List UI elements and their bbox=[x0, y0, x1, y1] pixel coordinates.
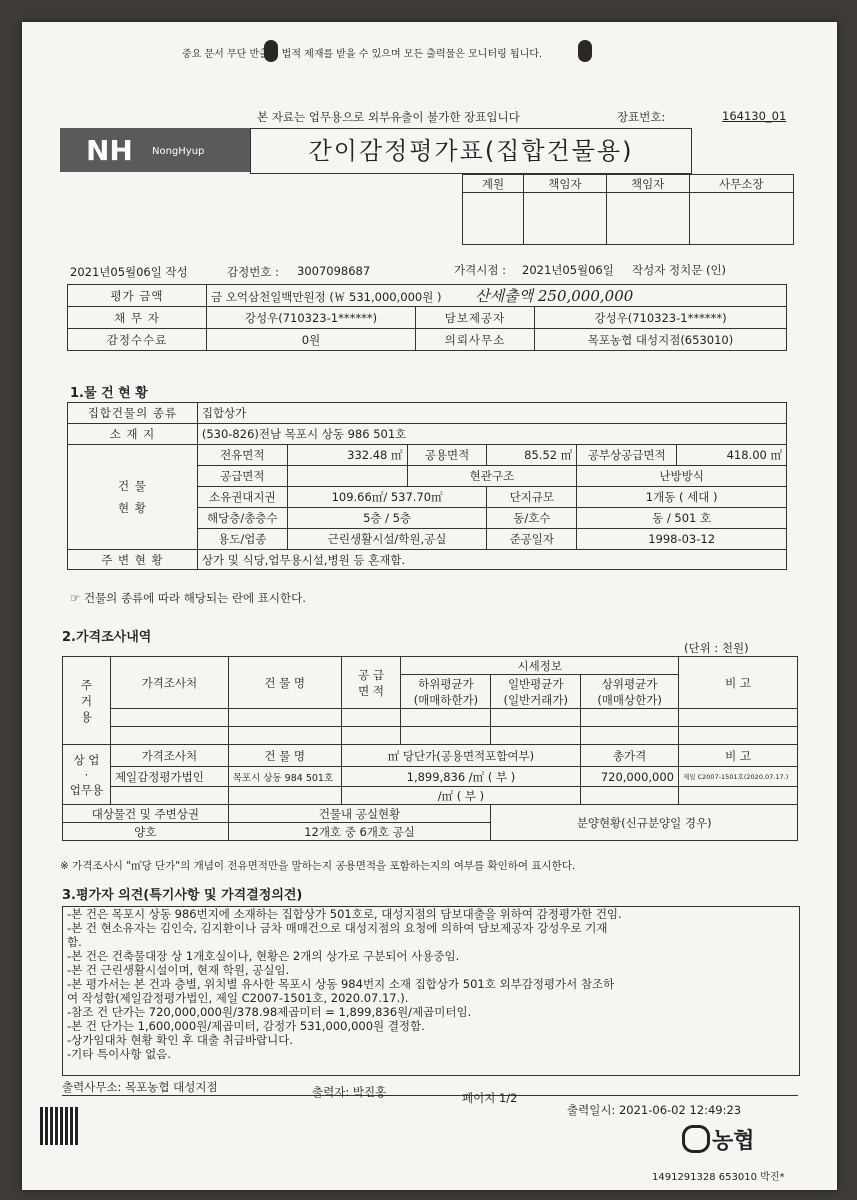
approval-col: 책임자 bbox=[524, 175, 607, 193]
amount-value bbox=[207, 285, 787, 307]
opinion-line: 함. bbox=[67, 935, 82, 949]
low-avg: 하위평균가 bbox=[418, 676, 474, 691]
completion-label: 준공일자 bbox=[487, 529, 577, 550]
vacancy-label: 건물내 공실현황 bbox=[228, 805, 491, 823]
logo-brand: NH bbox=[86, 134, 133, 167]
structure-label: 현관구조 bbox=[407, 466, 577, 487]
public-supply-area-label: 공부상공급면적 bbox=[577, 445, 677, 466]
use: 근린생활시설/학원,공실 bbox=[287, 529, 487, 550]
low-avg-header bbox=[401, 675, 491, 709]
document-page bbox=[22, 22, 837, 1190]
floor-label: 해당층/총층수 bbox=[197, 508, 287, 529]
form-no: 164130_01 bbox=[722, 109, 787, 123]
row1-remark: 제일 C2007-1501호(2020.07.17.) bbox=[679, 767, 798, 787]
approval-sign-box bbox=[606, 193, 689, 245]
target-label: 대상물건 및 주변상권 bbox=[63, 805, 229, 823]
barcode bbox=[40, 1107, 78, 1145]
summary-table bbox=[67, 284, 787, 351]
row1-total: 720,000,000 bbox=[581, 767, 679, 787]
author: 작성자 정치문 (인) bbox=[632, 263, 727, 277]
remark-header: 비 고 bbox=[679, 657, 798, 709]
high-avg-header bbox=[581, 675, 679, 709]
debtor-value: 강성우(710323-1******) bbox=[207, 307, 416, 329]
total-price-header: 총가격 bbox=[581, 745, 679, 767]
exclusive-area: 332.48 ㎡ bbox=[287, 445, 407, 466]
opinion-line: 여 작성함(제일감정평가법인, 제일 C2007-1501호, 2020.07.17.). bbox=[67, 991, 409, 1005]
heating-label: 난방방식 bbox=[577, 466, 787, 487]
use-label: 용도/업종 bbox=[197, 529, 287, 550]
mid-avg-sub: (일반거래가) bbox=[503, 692, 568, 707]
created-date: 2021년05월06일 작성 bbox=[70, 265, 188, 279]
unit-note: (단위 : 천원) bbox=[684, 641, 749, 655]
opinion-line: -본 평가서는 본 건과 층별, 위치별 유사한 목포시 상동 984번지 소재 집합상가 501호 외부감정평가서 참조하 bbox=[67, 977, 615, 991]
opinion-line: -상가임대차 현황 확인 후 대출 취급바랍니다. bbox=[67, 1033, 294, 1047]
footer-printer: 출력자: 박진홍 bbox=[312, 1085, 387, 1099]
supply-area-header-1: 공 급 bbox=[358, 667, 385, 682]
provider-label: 담보제공자 bbox=[416, 307, 535, 329]
nh-logo bbox=[60, 128, 250, 172]
building-label bbox=[68, 445, 198, 550]
opinion-line: -기타 특이사항 없음. bbox=[67, 1047, 171, 1061]
opinion-line: -본 건 현소유자는 김인숙, 김지환이나 금차 매매건으로 대성지점의 요청에 의하여 담보제공자 강성우로 기재 bbox=[67, 921, 608, 935]
footer-divider bbox=[62, 1095, 798, 1096]
unit-label: 동/호수 bbox=[487, 508, 577, 529]
com-survey-org-header: 가격조사처 bbox=[110, 745, 228, 767]
form-no-label: 장표번호: bbox=[617, 110, 666, 124]
section2-title: 2.가격조사내역 bbox=[62, 630, 152, 645]
fee-value: 0원 bbox=[207, 329, 416, 351]
section2-note: ※ 가격조사시 "㎡당 단가"의 개념이 전유면적만을 말하는지 공용면적을 포함하는지의 여부를 확인하여 표시한다. bbox=[60, 860, 576, 872]
approval-col: 계원 bbox=[463, 175, 524, 193]
type-value: 집합상가 bbox=[197, 403, 786, 424]
land-right-label: 소유권대지권 bbox=[197, 487, 287, 508]
approval-sign-box bbox=[689, 193, 793, 245]
building-label-1: 건 물 bbox=[117, 479, 147, 493]
nonghyup-emblem-icon bbox=[682, 1125, 710, 1153]
completion: 1998-03-12 bbox=[577, 529, 787, 550]
appraisal-no-label: 감정번호 : bbox=[227, 265, 279, 279]
document-title: 간이감정평가표(집합건물용) bbox=[250, 128, 692, 174]
addr-label: 소 재 지 bbox=[68, 424, 198, 445]
property-table bbox=[67, 402, 787, 570]
footer-printed: 출력일시: 2021-06-02 12:49:23 bbox=[567, 1103, 742, 1117]
unit-price-header: ㎡ 당단가(공용면적포함여부) bbox=[341, 745, 580, 767]
exclusive-area-label: 전유면적 bbox=[197, 445, 287, 466]
residential-label-3: 용 bbox=[80, 709, 93, 724]
footer-office: 출력사무소: 목포농협 대성지점 bbox=[62, 1080, 218, 1094]
complex: 1개동 ( 세대 ) bbox=[577, 487, 787, 508]
high-avg: 상위평균가 bbox=[601, 676, 658, 691]
addr-value: (530-826)전남 목포시 상동 986 501호 bbox=[197, 424, 786, 445]
opinion-line: -본 건은 목포시 상동 986번지에 소재하는 집합상가 501호로, 대성지점의 담보대출을 위하여 감정평가한 건임. bbox=[67, 907, 622, 921]
com-remark-header: 비 고 bbox=[679, 745, 798, 767]
office-value: 목포농협 대성지점(653010) bbox=[535, 329, 787, 351]
row1-org: 제일감정평가법인 bbox=[110, 767, 228, 787]
approval-sign-box bbox=[524, 193, 607, 245]
punch-hole-right bbox=[578, 40, 592, 62]
residential-label-2: 거 bbox=[80, 693, 93, 708]
public-supply-area: 418.00 ㎡ bbox=[677, 445, 787, 466]
supply-area-header bbox=[341, 657, 401, 709]
commercial-label-1: 상 업 bbox=[73, 752, 100, 767]
price-date: 2021년05월06일 bbox=[522, 263, 614, 277]
approval-col: 책임자 bbox=[606, 175, 689, 193]
price-date-label: 가격시점 : bbox=[454, 263, 506, 277]
office-label: 의뢰사무소 bbox=[416, 329, 535, 351]
warning-text: 중요 문서 무단 반출시 법적 제재를 받을 수 있으며 모든 출력물은 모니터링 됩니다. bbox=[182, 49, 543, 60]
appraisal-no: 3007098687 bbox=[297, 264, 371, 278]
common-area: 85.52 ㎡ bbox=[487, 445, 577, 466]
row1-bldg: 목포시 상동 984 501호 bbox=[228, 767, 341, 787]
surround-label: 주 변 현 황 bbox=[68, 550, 198, 570]
com-bldg-name-header: 건 물 명 bbox=[228, 745, 341, 767]
section3-title: 3.평가자 의견(특기사항 및 가격결정의견) bbox=[62, 888, 303, 903]
market-info-header: 시세정보 bbox=[401, 657, 679, 675]
floor: 5층 / 5층 bbox=[287, 508, 487, 529]
bldg-name-header: 건 물 명 bbox=[228, 657, 341, 709]
survey-org-header: 가격조사처 bbox=[110, 657, 228, 709]
approval-sign-box bbox=[463, 193, 524, 245]
unit: 동 / 501 호 bbox=[577, 508, 787, 529]
commercial-label bbox=[63, 745, 111, 805]
supply-area bbox=[287, 466, 407, 487]
approval-col: 사무소장 bbox=[689, 175, 793, 193]
common-area-label: 공용면적 bbox=[407, 445, 487, 466]
presale-label: 분양현황(신규분양일 경우) bbox=[491, 805, 798, 841]
row1-price: 1,899,836 /㎡ ( 부 ) bbox=[341, 767, 580, 787]
section1-note: ☞ 건물의 종류에 따라 해당되는 란에 표시한다. bbox=[70, 591, 306, 605]
logo-sub: NongHyup bbox=[152, 146, 205, 157]
opinion-box bbox=[62, 906, 800, 1076]
residential-label bbox=[63, 657, 111, 745]
commercial-label-2: · bbox=[84, 767, 89, 782]
low-avg-sub: (매매하한가) bbox=[413, 692, 479, 707]
complex-label: 단지규모 bbox=[487, 487, 577, 508]
vacancy: 12개호 중 6개호 공실 bbox=[228, 823, 491, 841]
section1-title: 1.물 건 현 황 bbox=[70, 386, 148, 401]
supply-area-label: 공급면적 bbox=[197, 466, 287, 487]
target: 양호 bbox=[63, 823, 229, 841]
amount-label: 평가 금액 bbox=[68, 285, 207, 307]
building-label-2: 현 황 bbox=[117, 501, 147, 515]
fee-label: 감정수수료 bbox=[68, 329, 207, 351]
footer-page: 페이지 1/2 bbox=[462, 1091, 518, 1105]
residential-label-1: 주 bbox=[80, 677, 93, 692]
commercial-label-3: 업무용 bbox=[69, 782, 104, 797]
amount-text: 금 오억삼천일백만원정 (￦ 531,000,000원 ) bbox=[211, 290, 442, 304]
row2-price: /㎡ ( 부 ) bbox=[341, 787, 580, 805]
footer-brand: 농협 bbox=[712, 1129, 755, 1154]
provider-value: 강성우(710323-1******) bbox=[535, 307, 787, 329]
surround: 상가 및 식당,업무용시설,병원 등 혼재함. bbox=[197, 550, 786, 570]
handwritten-amount: 산세출액 250,000,000 bbox=[475, 287, 634, 305]
supply-area-header-2: 면 적 bbox=[358, 683, 385, 698]
debtor-label: 채 무 자 bbox=[68, 307, 207, 329]
opinion-line: -본 건 단가는 1,600,000원/제곱미터, 감정가 531,000,000원 결정함. bbox=[67, 1019, 425, 1033]
footer-code: 1491291328 653010 박진* bbox=[652, 1172, 785, 1183]
type-label: 집합건물의 종류 bbox=[68, 403, 198, 424]
mid-avg: 일반평균가 bbox=[507, 676, 564, 691]
high-avg-sub: (매매상한가) bbox=[597, 692, 662, 707]
opinion-line: -본 건 근린생활시설이며, 현재 학원, 공실임. bbox=[67, 963, 290, 977]
opinion-line: -참조 건 단가는 720,000,000원/378.98제곱미터 = 1,899,836원/제곱미터임. bbox=[67, 1005, 472, 1019]
opinion-line: -본 건은 건축물대장 상 1개호실이나, 현황은 2개의 상가로 구분되어 사용중임. bbox=[67, 949, 460, 963]
notice-text: 본 자료는 업무용으로 외부유출이 불가한 장표입니다 bbox=[257, 110, 520, 124]
approval-table bbox=[462, 174, 794, 245]
price-survey-table bbox=[62, 656, 798, 841]
land-right: 109.66㎡/ 537.70㎡ bbox=[287, 487, 487, 508]
mid-avg-header bbox=[491, 675, 581, 709]
